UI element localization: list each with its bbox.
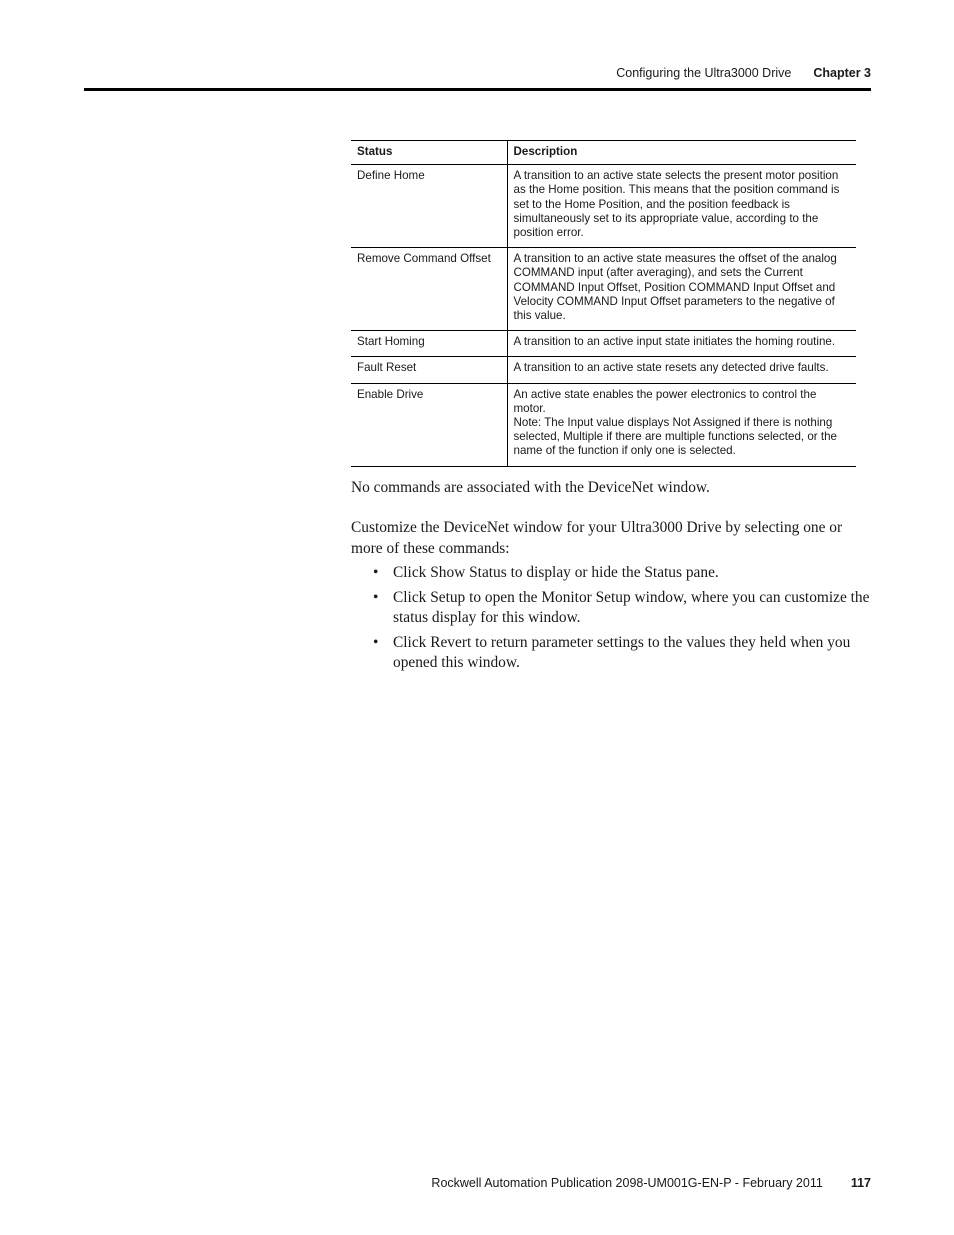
description-text: A transition to an active state measures the offset of the analog COMMAND input (after averaging), and sets the Current COMMAND Input Offset, Position COMMAND Input Offset and Velocity COMMAND Input Offset parameters to the negative of this value.: [513, 252, 837, 323]
command-list: [351, 563, 871, 678]
description-cell: [507, 383, 856, 466]
description-text: A transition to an active input state initiates the homing routine.: [513, 335, 836, 349]
description-text: An active state enables the power electronics to control the motor.: [513, 387, 817, 415]
status-cell: Define Home: [351, 165, 507, 248]
description-text: A transition to an active state resets any detected drive faults.: [513, 361, 829, 375]
list-item-text: Click Setup to open the Monitor Setup window, where you can customize the status display for this window.: [393, 588, 870, 626]
bullet-icon: •: [373, 588, 379, 606]
status-cell: Start Homing: [351, 331, 507, 357]
table-row: [351, 357, 856, 383]
status-cell: Fault Reset: [351, 357, 507, 383]
table-row: [351, 248, 856, 331]
status-cell: Enable Drive: [351, 383, 507, 466]
description-cell: [507, 165, 856, 248]
bullet-icon: •: [373, 633, 379, 651]
list-item-text: Click Show Status to display or hide the Status pane.: [393, 564, 719, 581]
column-header-status: Status: [351, 141, 507, 165]
description-cell: [507, 357, 856, 383]
body-paragraph: Customize the DeviceNet window for your Ultra3000 Drive by selecting one or more of these commands:: [351, 519, 843, 557]
status-cell: Remove Command Offset: [351, 248, 507, 331]
description-note: Note: The Input value displays Not Assigned if there is nothing selected, Multiple if there are multiple functions selected, or the name of the function if only one is selected.: [513, 416, 838, 458]
page-header: [616, 66, 871, 80]
list-item: [351, 563, 871, 584]
bullet-icon: •: [373, 564, 379, 581]
header-divider: [84, 88, 871, 91]
header-chapter-label: Chapter 3: [813, 66, 871, 80]
list-item: [351, 633, 871, 674]
table-row: [351, 383, 856, 466]
description-cell: [507, 331, 856, 357]
table-header-row: [351, 141, 856, 165]
description-cell: [507, 248, 856, 331]
page-number: 117: [850, 1176, 871, 1190]
body-paragraph: No commands are associated with the DeviceNet window.: [351, 479, 710, 496]
table-row: [351, 165, 856, 248]
status-table: [351, 140, 856, 467]
list-item: [351, 588, 871, 629]
table-row: [351, 331, 856, 357]
page-footer: [431, 1176, 871, 1190]
footer-publication: Rockwell Automation Publication 2098-UM001G-EN-P - February 2011: [431, 1176, 823, 1190]
header-section-title: Configuring the Ultra3000 Drive: [616, 66, 792, 80]
column-header-description: Description: [507, 141, 856, 165]
description-text: A transition to an active state selects the present motor position as the Home position. This means that the position command is set to the Home Position, and the position feedback is simultaneously set to its appropriate value, according to the position error.: [513, 169, 840, 240]
list-item-text: Click Revert to return parameter settings to the values they held when you opened this window.: [393, 633, 851, 671]
